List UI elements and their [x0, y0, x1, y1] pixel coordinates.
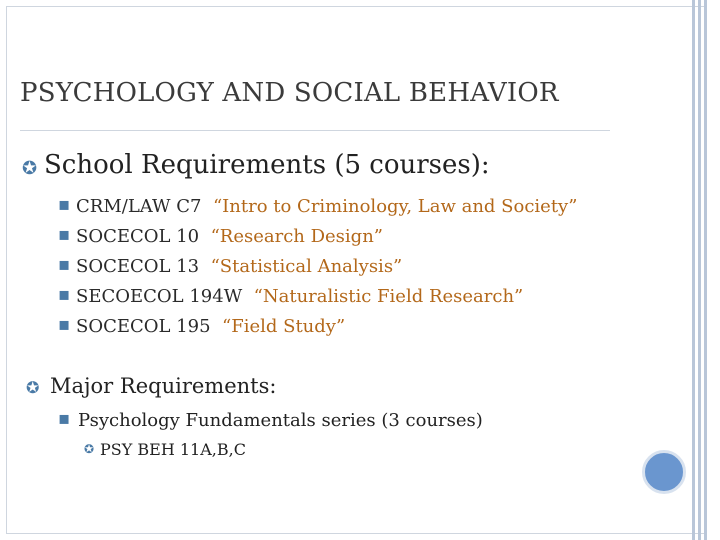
series-text: Psychology Fundamentals series (3 courses)	[78, 410, 483, 431]
bullet-icon: ✪	[22, 158, 38, 179]
decorative-circle	[642, 450, 686, 494]
bullet-icon: ▪	[58, 408, 71, 429]
course-name: “Research Design”	[210, 226, 383, 247]
major-heading: Major Requirements:	[50, 374, 277, 398]
bullet-icon: ▪	[58, 224, 71, 245]
bullet-icon: ▪	[58, 314, 71, 335]
course-code: CRM/LAW C7	[76, 196, 202, 217]
title-divider	[20, 130, 610, 131]
bullet-icon: ✪	[26, 378, 40, 397]
decorative-bar	[692, 0, 695, 540]
bullet-icon: ✪	[84, 442, 95, 456]
course-name: “Statistical Analysis”	[210, 256, 403, 277]
bullet-icon: ▪	[58, 254, 71, 275]
decorative-bar	[704, 0, 707, 540]
course-name: “Intro to Criminology, Law and Society”	[212, 196, 578, 217]
decorative-bar	[698, 0, 701, 540]
course-code: SOCECOL 195	[76, 316, 211, 337]
course-name: “Field Study”	[222, 316, 346, 337]
bullet-icon: ▪	[58, 284, 71, 305]
bullet-icon: ▪	[58, 194, 71, 215]
school-heading: School Requirements (5 courses):	[44, 150, 490, 180]
series-subitem-text: PSY BEH 11A,B,C	[100, 440, 246, 459]
course-code: SOCECOL 10	[76, 226, 200, 247]
course-code: SECOECOL 194W	[76, 286, 243, 307]
slide-title: PSYCHOLOGY AND SOCIAL BEHAVIOR	[20, 78, 559, 108]
course-name: “Naturalistic Field Research”	[253, 286, 524, 307]
course-code: SOCECOL 13	[76, 256, 200, 277]
